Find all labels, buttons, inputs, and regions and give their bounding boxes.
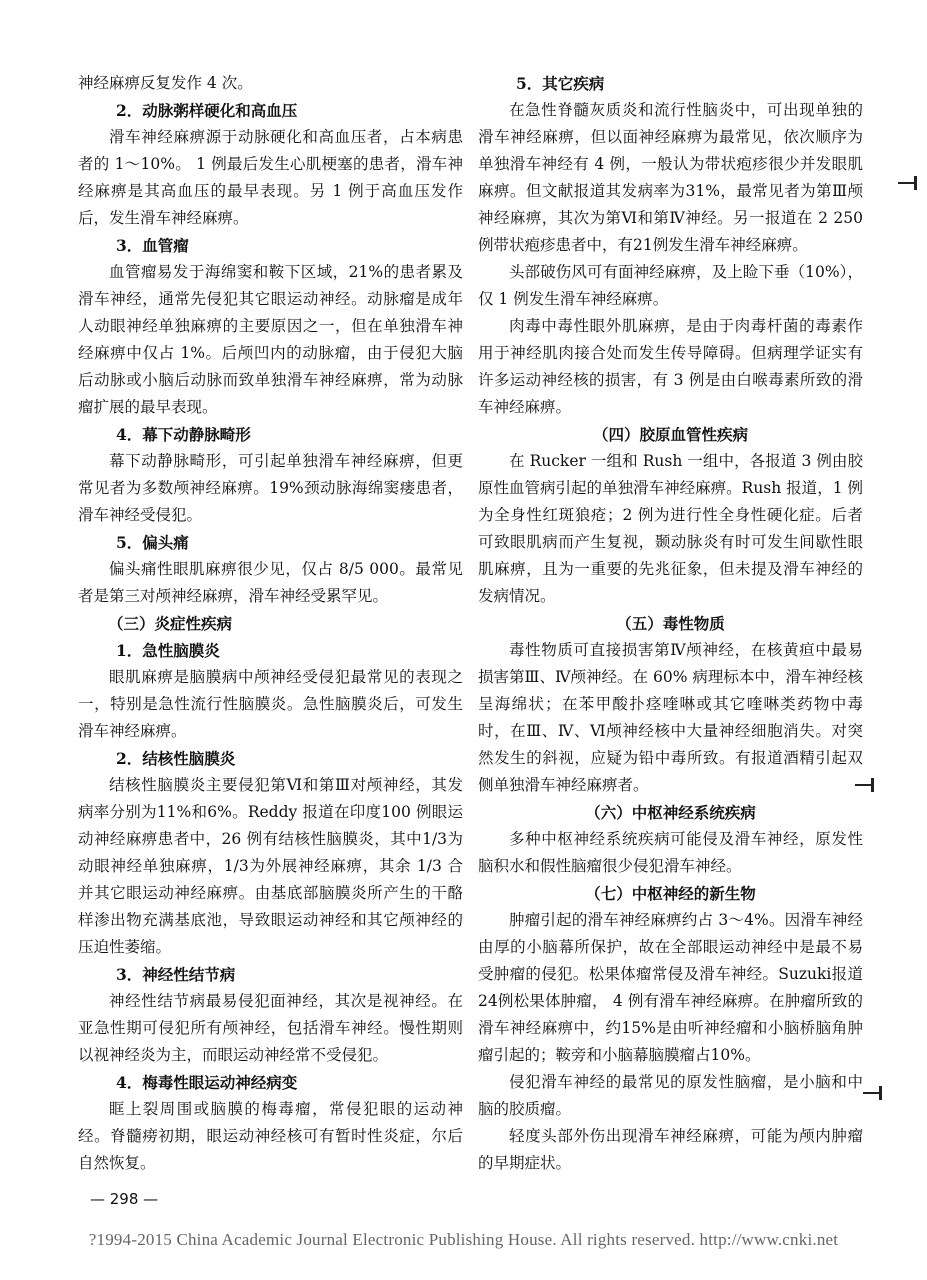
section-heading: 5．其它疾病 — [516, 74, 605, 93]
section-heading: （四）胶原血管性疾病 — [592, 425, 748, 444]
paragraph: 幕下动静脉畸形，可引起单独滑车神经麻痹，但更常见者为多数颅神经麻痹。19%颈动脉海绵窦瘘患者，滑车神经受侵犯。 — [78, 452, 463, 524]
section-heading: （七）中枢神经的新生物 — [585, 884, 756, 903]
section-heading: 5．偏头痛 — [116, 533, 189, 552]
right-column — [478, 70, 863, 1177]
section-heading: 2．结核性脑膜炎 — [116, 749, 236, 768]
section-heading: 4．梅毒性眼运动神经病变 — [116, 1073, 298, 1092]
margin-mark-top — [898, 176, 920, 190]
paragraph: 多种中枢神经系统疾病可能侵及滑车神经，原发性脑积水和假性脑瘤很少侵犯滑车神经。 — [478, 830, 863, 875]
paragraph: 肉毒中毒性眼外肌麻痹，是由于肉毒杆菌的毒素作用于神经肌肉接合处而发生传导障碍。但病理学证实有许多运动神经核的损害，有 3 例是由白喉毒素所致的滑车神经麻痹。 — [478, 317, 863, 416]
paragraph: 轻度头部外伤出现滑车神经麻痹，可能为颅内肿瘤的早期症状。 — [478, 1127, 863, 1172]
paragraph: 滑车神经麻痹源于动脉硬化和高血压者，占本病患者的 1～10%。 1 例最后发生心肌梗塞的患者，滑车神经麻痹是其高血压的最早表现。另 1 例于高血压发作后，发生滑车神经麻痹。 — [78, 128, 463, 227]
paragraph: 侵犯滑车神经的最常见的原发性脑瘤，是小脑和中脑的胶质瘤。 — [478, 1073, 863, 1118]
margin-mark-middle — [855, 778, 877, 792]
paragraph: 在急性脊髓灰质炎和流行性脑炎中，可出现单独的滑车神经麻痹，但以面神经麻痹为最常见，依次顺序为单独滑车神经有 4 例，一般认为带状疱疹很少并发眼肌麻痹。但文献报道其发病率为31%，最常见者为第Ⅲ颅神经麻痹，其次为第Ⅵ和第Ⅳ神经。另一报道在 2 250 例带状疱疹患者中，有21例发生滑车神经麻痹。 — [478, 101, 863, 254]
section-heading: 3．神经性结节病 — [116, 965, 236, 984]
paragraph: 在 Rucker 一组和 Rush 一组中，各报道 3 例由胶原性血管病引起的单独滑车神经麻痹。Rush 报道，1 例为全身性红斑狼疮；2 例为进行性全身性硬化症。后者可致眼肌病而产生复视，颞动脉炎有时可发生间歇性眼肌麻痹，且为一重要的先兆征象，但未提及滑车神经的发病情况。 — [478, 452, 863, 605]
paragraph: 肿瘤引起的滑车神经麻痹约占 3～4%。因滑车神经由厚的小脑幕所保护，故在全部眼运动神经中是最不易受肿瘤的侵犯。松果体瘤常侵及滑车神经。Suzuki报道24例松果体肿瘤， 4 例有滑车神经麻痹。在肿瘤所致的滑车神经麻痹中，约15%是由听神经瘤和小脑桥脑角肿瘤引起的；鞍旁和小脑幕脑膜瘤占10%。 — [478, 911, 863, 1064]
section-heading: （五）毒性物质 — [616, 614, 725, 633]
section-heading: 2．动脉粥样硬化和高血压 — [116, 101, 298, 120]
section-heading: 3．血管瘤 — [116, 236, 189, 255]
section-heading: 4．幕下动静脉畸形 — [116, 425, 251, 444]
paragraph: 血管瘤易发于海绵窦和鞍下区域，21%的患者累及滑车神经，通常先侵犯其它眼运动神经。动脉瘤是成年人动眼神经单独麻痹的主要原因之一，但在单独滑车神经麻痹中仅占 1%。后颅凹内的动脉瘤，由于侵犯大脑后动脉或小脑后动脉而致单独滑车神经麻痹，常为动脉瘤扩展的最早表现。 — [78, 263, 463, 416]
paragraph: 偏头痛性眼肌麻痹很少见，仅占 8/5 000。最常见者是第三对颅神经麻痹，滑车神经受累罕见。 — [78, 560, 463, 605]
paragraph: 眼肌麻痹是脑膜病中颅神经受侵犯最常见的表现之一，特别是急性流行性脑膜炎。急性脑膜炎后，可发生滑车神经麻痹。 — [78, 668, 463, 740]
left-column — [78, 70, 463, 1177]
copyright-footer: ?1994-2015 China Academic Journal Electronic Publishing House. All rights reserved. http://www.cnki.net — [88, 1230, 839, 1249]
paragraph: 头部破伤风可有面神经麻痹，及上睑下垂（10%），仅 1 例发生滑车神经麻痹。 — [478, 263, 863, 308]
page-number: — 298 — — [90, 1190, 159, 1208]
section-heading: （六）中枢神经系统疾病 — [585, 803, 756, 822]
section-heading: 1．急性脑膜炎 — [116, 641, 220, 660]
paragraph: 神经麻痹反复发作 4 次。 — [78, 74, 253, 92]
paragraph: 毒性物质可直接损害第Ⅳ颅神经，在核黄疸中最易损害第Ⅲ、Ⅳ颅神经。在 60% 病理标本中，滑车神经核呈海绵状；在苯甲酸扑痉喹啉或其它喹啉类药物中毒时，在Ⅲ、Ⅳ、Ⅵ颅神经核中大量神经细胞消失。对突然发生的斜视，应疑为铅中毒所致。有报道酒精引起双侧单独滑车神经麻痹者。 — [478, 641, 863, 794]
paragraph: 眶上裂周围或脑膜的梅毒瘤，常侵犯眼的运动神经。脊髓痨初期，眼运动神经核可有暂时性炎症，尔后自然恢复。 — [78, 1100, 463, 1172]
paragraph: 结核性脑膜炎主要侵犯第Ⅵ和第Ⅲ对颅神经，其发病率分别为11%和6%。Reddy 报道在印度100 例眼运动神经麻痹患者中，26 例有结核性脑膜炎，其中1/3为动眼神经单独麻痹，1/3为外展神经麻痹，其余 1/3 合并其它眼运动神经麻痹。由基底部脑膜炎所产生的干酪样渗出物充满基底池，导致眼运动神经和其它颅神经的压迫性萎缩。 — [78, 776, 463, 956]
paragraph: 神经性结节病最易侵犯面神经，其次是视神经。在亚急性期可侵犯所有颅神经，包括滑车神经。慢性期则以视神经炎为主，而眼运动神经常不受侵犯。 — [78, 992, 463, 1064]
section-heading: （三）炎症性疾病 — [108, 614, 233, 633]
margin-mark-bottom — [863, 1086, 885, 1100]
